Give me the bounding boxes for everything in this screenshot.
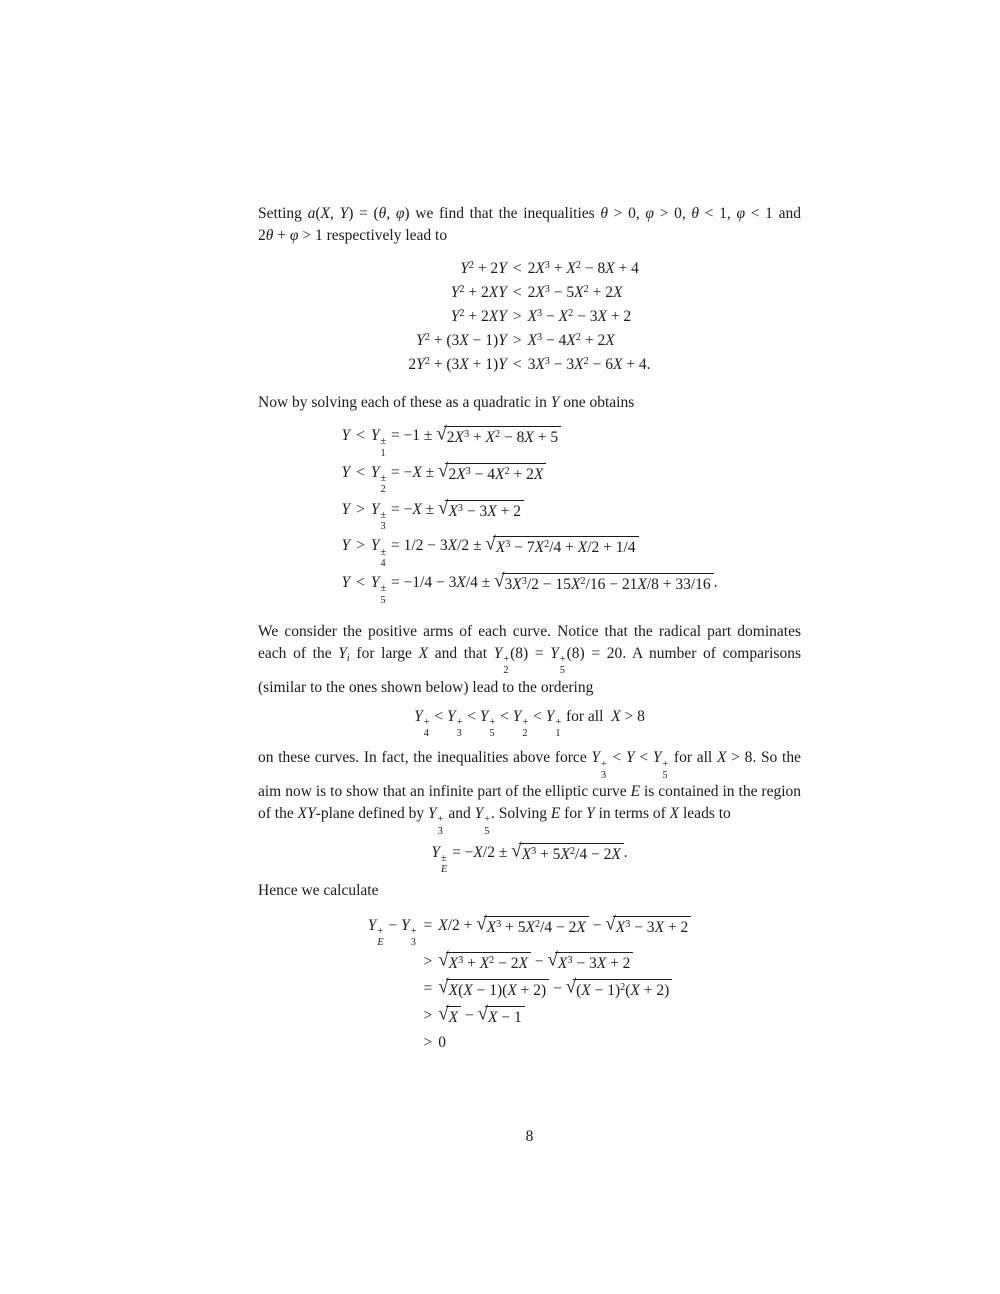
inequality-display-block [408, 257, 650, 377]
equation-lhs: Y [341, 463, 351, 481]
page-number: 8 [525, 1128, 534, 1145]
quadratic-solutions-block [341, 422, 717, 606]
equation-rhs: $3X^3 - 3X^2 - 6X + 4$. [527, 355, 651, 373]
equation-relation: < [356, 463, 365, 481]
equation-rhs: Y ± 5 = −1/4 − 3X/4 ± √ $3X^3/2 - 15X^2/16 - 21X/8 + 33/16$ . [370, 570, 718, 606]
equation-relation: < [356, 574, 365, 591]
difference-calculation-block [368, 912, 692, 1057]
equation-rhs: 0 [438, 1034, 446, 1052]
equation-relation: > [423, 953, 433, 971]
equation-rhs: √ X − √ X − 1 [438, 1002, 524, 1029]
equation-relation: > [423, 1034, 433, 1052]
equation-relation: < [512, 284, 522, 301]
equation-lhs: $2Y^2 + (3X + 1)Y$ [408, 355, 507, 373]
equation-lhs: Y + E − Y + 3 [367, 916, 417, 949]
equation-relation: < [512, 260, 522, 277]
equation-lhs: $Y^2 + 2Y$ [460, 259, 507, 277]
equation-rhs: $2X^3 + X^2 - 8X + 4$ [527, 259, 639, 277]
paragraph-elliptic-curve: on these curves. In fact, the inequalities above force Y + 3 < Y < Y + 5 for all X > 8. So the aim now is to show that an infinite part of the elliptic curve E is contained in the region of the XY-plane defined by Y + 3 and Y + 5 . Solving E for Y in terms of X leads to [258, 749, 801, 837]
equation-lhs: $Y^2 + (3X - 1)Y$ [416, 331, 507, 349]
equation-lhs: $Y^2 + 2XY$ [450, 283, 507, 301]
equation-rhs: $X^3 - X^2 - 3X + 2$ [527, 307, 632, 325]
equation-relation: > [356, 537, 365, 555]
equation-lhs: $Y^2 + 2XY$ [450, 307, 507, 325]
paragraph-positive-arms: We consider the positive arms of each curve. Notice that the radical part dominates each of the $Y_i$ for large X and that Y + 2 (8) = Y + 5 (8) = 20. A number of comparisons (similar to the ones shown below) lead to the ordering [258, 622, 801, 696]
equation-rhs: Y ± 1 = −1 ± √ $2X^3 + X^2 - 8X + 5$ [371, 422, 561, 459]
equation-rhs: √ $X^3 + X^2 - 2X$ − √ $X^3 - 3X + 2$ [438, 948, 633, 975]
paragraph-setting-inequalities: Setting a(X, Y) = (θ, φ) we find that the inequalities θ > 0, φ > 0, θ < 1, φ < 1 and 2θ + φ > 1 respectively lead to [258, 205, 802, 244]
equation-relation: > [423, 1007, 433, 1025]
paragraph-solving-quadratic: Now by solving each of these as a quadratic in Y one obtains [258, 394, 635, 411]
page-content [258, 0, 801, 1056]
equation-rhs: Y ± 2 = −X ± √ $2X^3 - 4X^2 + 2X$ [371, 459, 546, 496]
equation-rhs: Y ± 3 = −X ± √ $X^3 - 3X + 2$ [371, 496, 524, 533]
equation-lhs: Y [341, 574, 351, 591]
equation-lhs: Y [341, 427, 351, 444]
equation-rhs: Y ± 4 = 1/2 − 3X/2 ± √ $X^3 - 7X^2/4 + X/2 + 1/4$ [371, 532, 639, 569]
equation-lhs: Y [341, 500, 351, 518]
equation-rhs: $X^3 - 4X^2 + 2X$ [527, 331, 615, 349]
paragraph-hence-calculate: Hence we calculate [258, 881, 379, 899]
equation-relation: < [512, 356, 522, 373]
curve-e-equation: Y ± E = −X/2 ± √ $X^3 + 5X^2/4 - 2X$ . [431, 840, 628, 876]
equation-relation: > [512, 332, 522, 349]
equation-relation: > [512, 308, 522, 325]
equation-lhs: Y [341, 537, 351, 555]
equation-rhs: √ X(X − 1)(X + 2) − √ $(X - 1)^2(X + 2)$ [438, 975, 672, 1002]
equation-rhs: X/2 + √ $X^3 + 5X^2/4 - 2X$ − √ $X^3 - 3X + 2$ [438, 912, 691, 939]
equation-relation: < [356, 427, 365, 444]
equation-relation: = [423, 980, 433, 998]
equation-relation: > [356, 500, 365, 518]
ordering-equation: Y + 4 < Y + 3 < Y + 5 < Y + 2 < Y + 1 for all X > 8 [414, 707, 645, 740]
equation-relation: = [423, 916, 433, 934]
equation-rhs: $2X^3 - 5X^2 + 2X$ [527, 283, 623, 301]
